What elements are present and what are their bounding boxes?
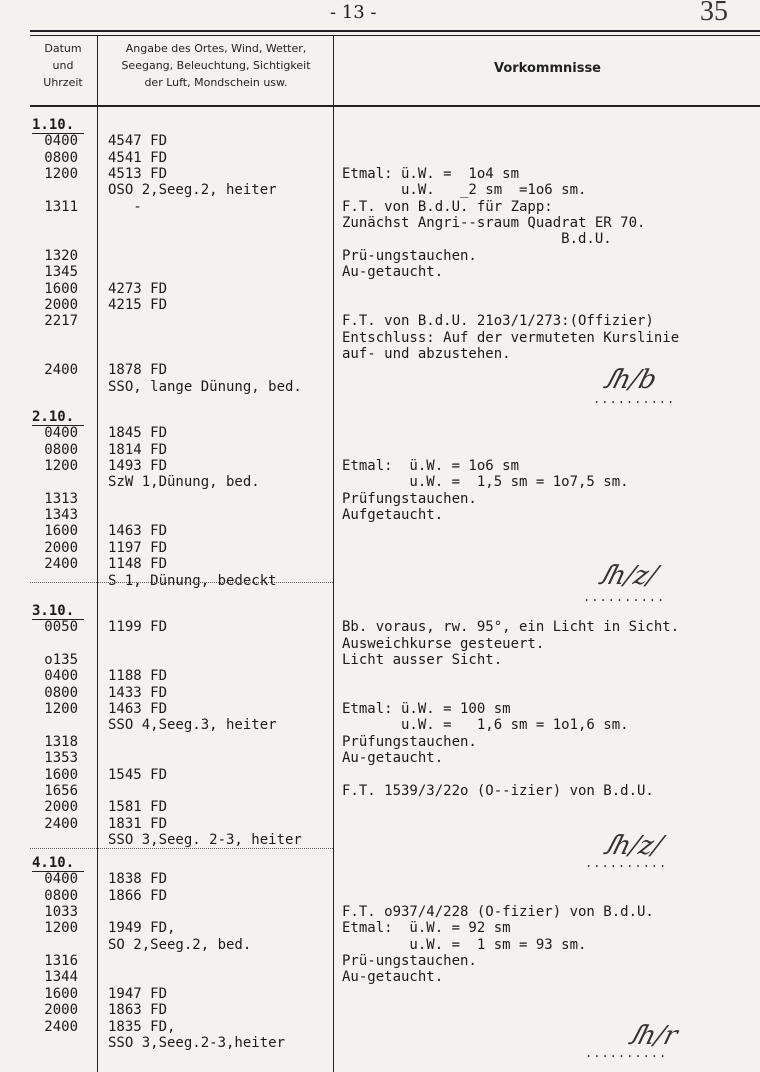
log-event: Prüfungstauchen.: [342, 490, 477, 507]
signature: ⁠ꭍh/z/: [600, 831, 666, 861]
log-event: Prü-ungstauchen.: [342, 953, 477, 970]
signature-dots: ..........: [585, 856, 668, 870]
log-event: F.T. o937/4/228 (O-fizier) von B.d.U.: [342, 904, 654, 921]
top-rule: [30, 30, 760, 32]
top-rule-thin: [30, 35, 760, 36]
log-position: 1148 FD: [108, 556, 168, 573]
log-time: [32, 574, 78, 589]
header-angabe-line: der Luft, Mondschein usw.: [144, 76, 288, 89]
log-position: 1878 FD: [108, 362, 168, 379]
log-time: 1343: [44, 507, 78, 524]
log-time: 1200: [44, 920, 78, 937]
log-position: 1199 FD: [108, 619, 168, 636]
log-time: 1200: [44, 458, 78, 475]
log-position: 1949 FD,: [108, 920, 176, 937]
log-event: Etmal: ü.W. = 1o6 sm: [342, 458, 520, 475]
log-time: 1600: [44, 280, 78, 297]
log-time: 0050: [44, 619, 78, 636]
log-event: F.T. von B.d.U. für Zapp:: [342, 198, 553, 215]
log-time: 2000: [44, 296, 78, 313]
log-time: 1033: [44, 904, 78, 921]
log-time: 0800: [44, 684, 78, 701]
log-time: 1318: [44, 733, 78, 750]
log-time: 0400: [44, 425, 78, 442]
log-time: 1344: [44, 969, 78, 986]
log-time: 0800: [44, 149, 78, 166]
log-time: [32, 347, 78, 362]
log-time: 1311: [44, 198, 78, 215]
signature-dots: ..........: [583, 590, 666, 604]
log-position: S 1, Dünung, bedeckt: [108, 572, 277, 589]
log-time: 2000: [44, 539, 78, 556]
log-position: 1463 FD: [108, 701, 168, 718]
log-time: 1313: [44, 490, 78, 507]
log-time: 2000: [44, 799, 78, 816]
log-position: 1545 FD: [108, 766, 168, 783]
header-angabe: [99, 40, 333, 91]
log-time: 2400: [44, 362, 78, 379]
log-time: 1316: [44, 953, 78, 970]
log-time: 1200: [44, 166, 78, 183]
header-datum: [30, 40, 96, 91]
header-rule: [30, 105, 760, 107]
log-time: 2217: [44, 313, 78, 330]
log-position: 1947 FD: [108, 985, 168, 1002]
log-time: [32, 718, 78, 733]
log-event: Etmal: ü.W. = 100 sm: [342, 701, 511, 718]
signature: ⁠ꭍh/r: [625, 1021, 681, 1051]
log-position: 1835 FD,: [108, 1018, 176, 1035]
log-time: 1200: [44, 701, 78, 718]
log-position: 1814 FD: [108, 441, 168, 458]
log-position: 1433 FD: [108, 684, 168, 701]
log-time: 2400: [44, 556, 78, 573]
log-event: Etmal: ü.W. = 1o4 sm: [342, 166, 520, 183]
log-time: [32, 183, 78, 198]
log-time: [32, 380, 78, 395]
log-position: 4541 FD: [108, 149, 168, 166]
log-position: 1863 FD: [108, 1002, 168, 1019]
log-event: Prüfungstauchen.: [342, 733, 477, 750]
log-position: 1463 FD: [108, 523, 168, 540]
log-event: u.W. _2 sm =1o6 sm.: [342, 182, 587, 199]
day-date: 4.10.: [32, 855, 75, 871]
log-position: 1845 FD: [108, 425, 168, 442]
day-date: 3.10.: [32, 603, 75, 619]
day-date: 2.10.: [32, 409, 75, 425]
header-angabe-line: Angabe des Ortes, Wind, Wetter,: [125, 42, 307, 55]
header-vorkommnisse: Vorkommnisse: [493, 61, 601, 76]
log-time: 0400: [44, 668, 78, 685]
log-time: [32, 475, 78, 490]
log-position: SzW 1,Dünung, bed.: [108, 474, 260, 491]
log-time: 0400: [44, 871, 78, 888]
column-divider-angabe: [333, 36, 334, 1072]
log-event: Licht ausser Sicht.: [342, 652, 503, 669]
log-position: SO 2,Seeg.2, bed.: [108, 936, 252, 953]
log-event: F.T. von B.d.U. 21o3/1/273:(Offizier): [342, 313, 654, 330]
signature-dots: ..........: [593, 392, 676, 406]
log-event: Bb. voraus, rw. 95°, ein Licht in Sicht.: [342, 619, 680, 636]
log-position: 1831 FD: [108, 815, 168, 832]
log-time: 2400: [44, 1018, 78, 1035]
log-event: u.W. = 1 sm = 93 sm.: [342, 936, 587, 953]
log-event: auf- und abzustehen.: [342, 345, 511, 362]
log-event: Au-getaucht.: [342, 750, 444, 767]
log-position: -: [108, 198, 142, 215]
log-time: 0800: [44, 441, 78, 458]
log-time: [32, 232, 78, 247]
log-time: 0800: [44, 887, 78, 904]
log-event: F.T. 1539/3/22o (O--izier) von B.d.U.: [342, 782, 654, 799]
log-position: 4273 FD: [108, 280, 168, 297]
log-event: Prü-ungstauchen.: [342, 247, 477, 264]
log-event: Au-getaucht.: [342, 264, 444, 281]
log-event: B.d.U.: [342, 231, 612, 248]
log-time: o135: [44, 652, 78, 669]
log-time: 2400: [44, 815, 78, 832]
log-position: SSO 4,Seeg.3, heiter: [108, 717, 277, 734]
log-event: Entschluss: Auf der vermuteten Kurslinie: [342, 329, 680, 346]
header-datum-line: Datum: [44, 42, 82, 55]
log-event: Aufgetaucht.: [342, 507, 444, 524]
log-time: 1353: [44, 750, 78, 767]
column-divider-datum: [97, 36, 98, 1072]
log-position: SSO 3,Seeg. 2-3, heiter: [108, 831, 302, 848]
log-position: 1188 FD: [108, 668, 168, 685]
log-event: Zunächst Angri--sraum Quadrat ER 70.: [342, 215, 646, 232]
signature: ⁠ꭍh/z/: [595, 561, 661, 591]
log-position: 1866 FD: [108, 887, 168, 904]
log-time: [32, 938, 78, 953]
log-position: 1581 FD: [108, 799, 168, 816]
log-event: Au-getaucht.: [342, 969, 444, 986]
sheet-number: 35: [700, 0, 728, 27]
row-separator: [30, 582, 333, 583]
log-position: 4513 FD: [108, 166, 168, 183]
log-time: [32, 216, 78, 231]
log-time: 1600: [44, 766, 78, 783]
header-datum-line: und: [52, 59, 74, 72]
log-position: 1197 FD: [108, 539, 168, 556]
header-datum-line: Uhrzeit: [43, 76, 83, 89]
header-angabe-line: Seegang, Beleuchtung, Sichtigkeit: [121, 59, 311, 72]
log-time: 0400: [44, 133, 78, 150]
log-time: 1600: [44, 523, 78, 540]
log-time: 1345: [44, 264, 78, 281]
day-date: 1.10.: [32, 117, 75, 133]
log-position: 1838 FD: [108, 871, 168, 888]
log-time: 1656: [44, 782, 78, 799]
log-position: 4215 FD: [108, 296, 168, 313]
log-time: 1320: [44, 247, 78, 264]
row-separator: [30, 848, 333, 849]
log-event: Ausweichkurse gesteuert.: [342, 635, 545, 652]
log-position: 1493 FD: [108, 458, 168, 475]
page-number: - 13 -: [330, 2, 377, 23]
log-time: [32, 1036, 78, 1051]
log-time: [32, 637, 78, 652]
log-time: 1600: [44, 985, 78, 1002]
log-event: u.W. = 1,5 sm = 1o7,5 sm.: [342, 474, 629, 491]
log-time: [32, 331, 78, 346]
signature: ⁠ꭍh/b: [600, 365, 660, 395]
log-position: SSO 3,Seeg.2-3,heiter: [108, 1034, 286, 1051]
log-position: OSO 2,Seeg.2, heiter: [108, 182, 277, 199]
log-event: u.W. = 1,6 sm = 1o1,6 sm.: [342, 717, 629, 734]
log-time: 2000: [44, 1002, 78, 1019]
signature-dots: ..........: [585, 1046, 668, 1060]
log-time: [32, 833, 78, 848]
log-position: 4547 FD: [108, 133, 168, 150]
log-event: Etmal: ü.W. = 92 sm: [342, 920, 511, 937]
log-position: SSO, lange Dünung, bed.: [108, 378, 302, 395]
